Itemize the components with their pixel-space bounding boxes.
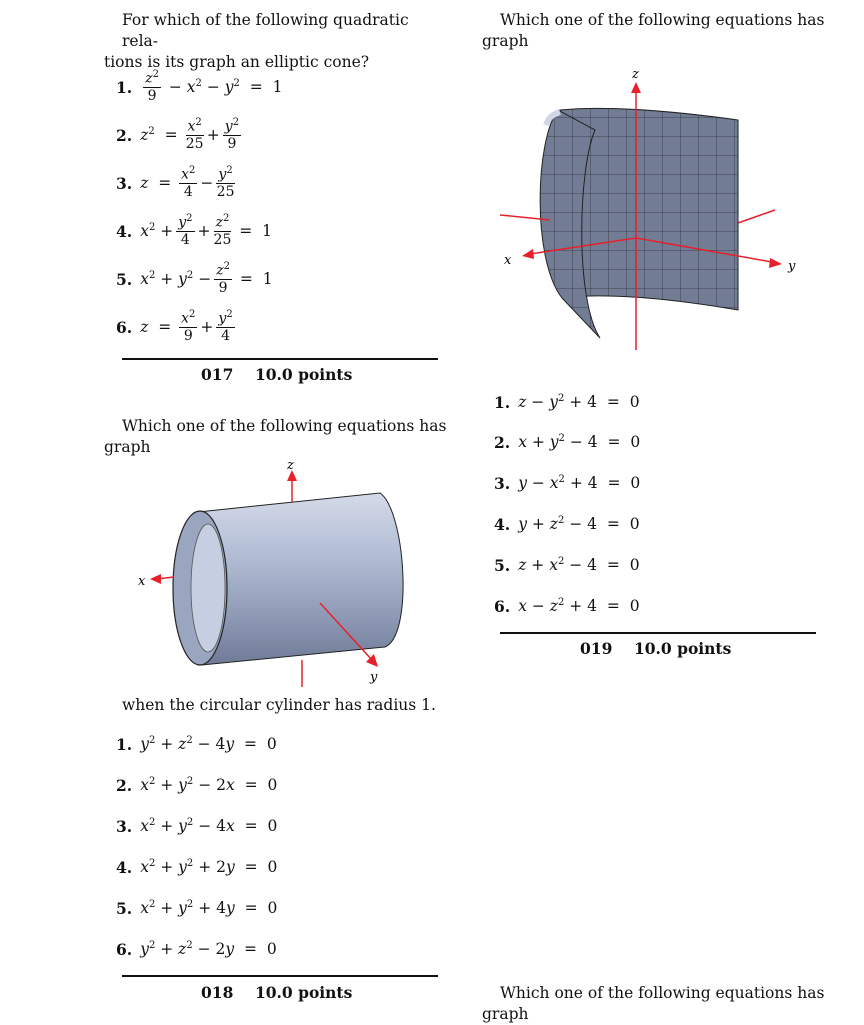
q018-answer-5[interactable]: 5. $z + x^2 - 4 = 0$ <box>494 556 640 575</box>
fraction: $\frac{x^2}{25}$ <box>185 117 204 153</box>
q017-answer-4[interactable]: 4. $x^2 + y^2 + 2y = 0$ <box>116 858 278 877</box>
question-019-header: 019 10.0 points <box>580 639 732 658</box>
question-017-note: when the circular cylinder has radius 1. <box>122 696 436 714</box>
q017-answer-6[interactable]: 6. $y^2 + z^2 - 2y = 0$ <box>116 940 277 959</box>
fraction: $\frac{y^2}{9}$ <box>224 117 240 153</box>
fraction: $\frac{y^2}{4}$ <box>218 309 233 345</box>
question-018-prompt: Which one of the following equations has graph <box>482 11 825 50</box>
question-016-prompt: For which of the following quadratic rela- tions is its graph an elliptic cone? <box>104 11 409 71</box>
fraction: $\frac{x^2}{9}$ <box>181 309 196 345</box>
x-arrow-icon <box>150 574 161 584</box>
x-axis-label: x <box>138 574 146 589</box>
parabolic-cylinder-figure <box>500 60 820 360</box>
fraction: $\frac{y^2}{4}$ <box>178 213 193 249</box>
question-017-prompt: Which one of the following equations has graph <box>104 417 447 456</box>
cylinder-body <box>198 493 403 665</box>
fraction: $\frac{y^2}{25}$ <box>216 165 235 201</box>
y-arrow-icon <box>769 258 782 268</box>
q017-answer-2[interactable]: 2. $x^2 + y^2 - 2x = 0$ <box>116 776 278 795</box>
fraction: $\frac{z^2}{9}$ <box>216 261 230 297</box>
question-019-prompt: Which one of the following equations has graph <box>482 984 825 1023</box>
q018-answer-1[interactable]: 1. $z - y^2 + 4 = 0$ <box>494 393 640 412</box>
cylinder-inner <box>191 524 225 652</box>
q016-answer-6[interactable]: 6. z = $\frac{x^2}{9}$ + $\frac{y^2}{4}$ <box>116 309 233 345</box>
cylinder-figure <box>130 455 430 690</box>
x-axis-label: x <box>504 253 512 268</box>
y-axis-label: y <box>370 670 378 685</box>
q018-answer-4[interactable]: 4. $y + z^2 - 4 = 0$ <box>494 515 640 534</box>
y-axis-label: y <box>788 259 796 274</box>
question-divider <box>122 975 438 977</box>
x-arrow-icon <box>522 249 534 259</box>
q017-answer-3[interactable]: 3. $x^2 + y^2 - 4x = 0$ <box>116 817 278 836</box>
q016-answer-4[interactable]: 4. $x^2$ + $\frac{y^2}{4}$ + $\frac{z^2}{25}$ = 1 <box>116 213 272 249</box>
q016-answer-1[interactable]: 1. $\frac{z^2}{9}$ − $x^2 - y^2 = 1$ <box>116 69 283 105</box>
q018-answer-6[interactable]: 6. $x - z^2 + 4 = 0$ <box>494 597 640 616</box>
q018-answer-3[interactable]: 3. $y - x^2 + 4 = 0$ <box>494 474 641 493</box>
question-divider <box>500 632 816 634</box>
q017-answer-1[interactable]: 1. $y^2 + z^2 - 4y = 0$ <box>116 735 277 754</box>
z-axis-label: z <box>632 67 639 82</box>
question-divider <box>122 358 438 360</box>
fraction: $\frac{x^2}{4}$ <box>181 165 196 201</box>
fraction: $\frac{z^2}{25}$ <box>213 213 232 249</box>
q017-answer-5[interactable]: 5. $x^2 + y^2 + 4y = 0$ <box>116 899 278 918</box>
q016-answer-5[interactable]: 5. $x^2 + y^2$ − $\frac{z^2}{9}$ = 1 <box>116 261 273 297</box>
z-axis-label: z <box>287 458 294 473</box>
question-017-header: 017 10.0 points <box>201 365 353 384</box>
q016-answer-3[interactable]: 3. z = $\frac{x^2}{4}$ − $\frac{y^2}{25}$ <box>116 165 235 201</box>
fraction: $\frac{z^2}{9}$ <box>145 69 159 105</box>
z-arrow-icon <box>631 82 641 93</box>
q018-answer-2[interactable]: 2. $x + y^2 - 4 = 0$ <box>494 433 641 452</box>
question-018-header: 018 10.0 points <box>201 983 353 1002</box>
q016-answer-2[interactable]: 2. $z^2$ = $\frac{x^2}{25}$ + $\frac{y^2}{9}$ <box>116 117 240 153</box>
